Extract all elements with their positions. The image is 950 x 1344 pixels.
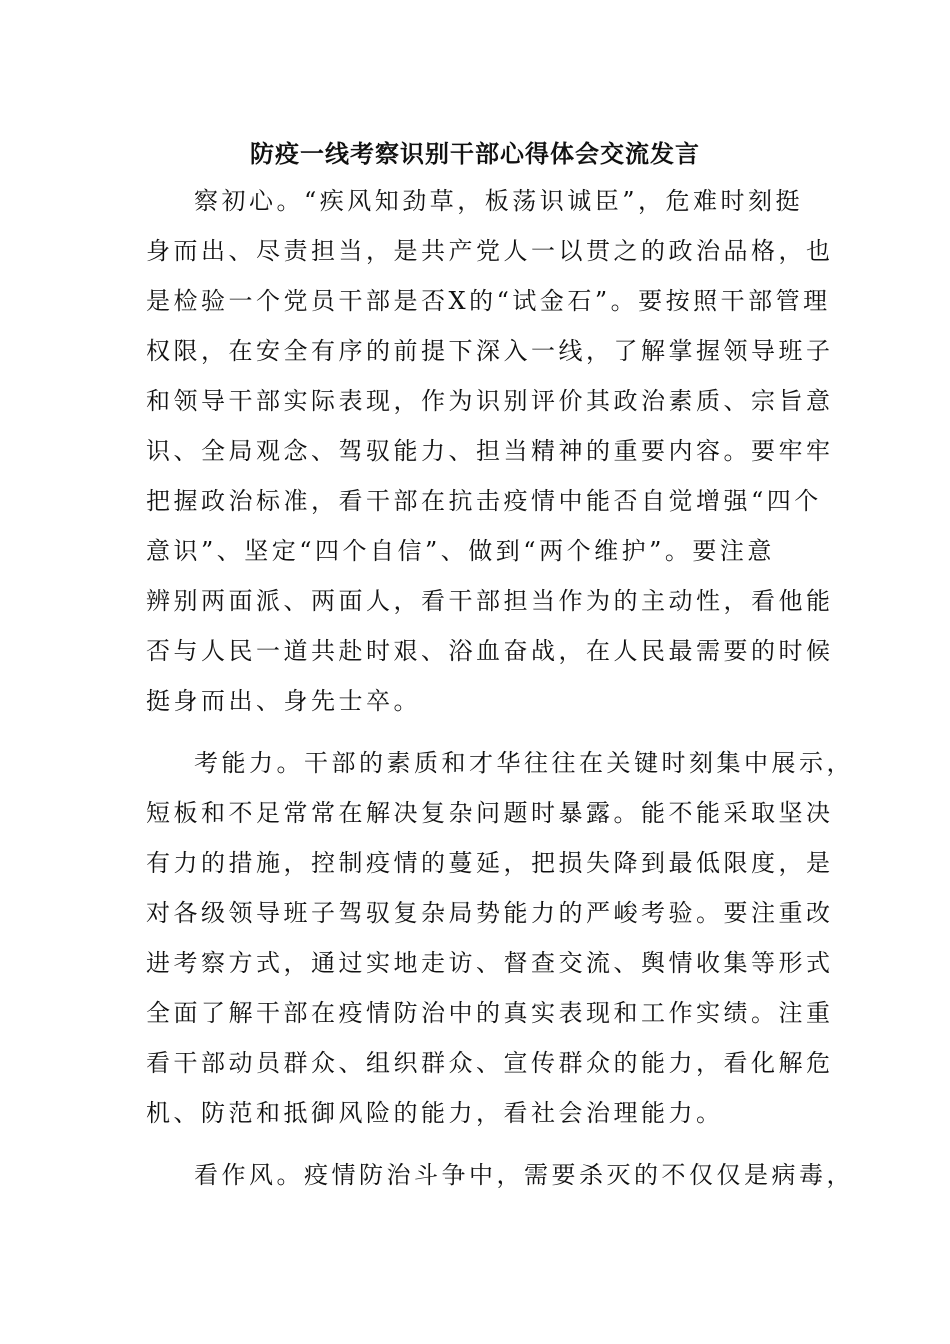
paragraph-line: 看干部动员群众、组织群众、宣传群众的能力，看化解危 [146, 1049, 834, 1077]
paragraph-line: 权限，在安全有序的前提下深入一线，了解掌握领导班子 [146, 337, 834, 365]
paragraph-line: 对各级领导班子驾驭复杂局势能力的严峻考验。要注重改 [146, 899, 834, 927]
paragraph-line: 意识”、坚定“四个自信”、做到“两个维护”。要注意 [146, 537, 775, 565]
paragraph-line: 是检验一个党员干部是否X的“试金石”。要按照干部管理 [146, 287, 831, 315]
paragraph-line: 有力的措施，控制疫情的蔓延，把损失降到最低限度，是 [146, 849, 834, 877]
paragraph-cha-chuxin [146, 176, 836, 726]
paragraph-kao-nengli [146, 738, 854, 1138]
paragraph-line: 身而出、尽责担当，是共产党人一以贯之的政治品格，也 [146, 237, 834, 265]
paragraph-line: 机、防范和抵御风险的能力，看社会治理能力。 [146, 1099, 724, 1127]
paragraph-spacer [146, 726, 836, 738]
paragraph-line: 识、全局观念、驾驭能力、担当精神的重要内容。要牢牢 [146, 437, 834, 465]
paragraph-line: 考能力。干部的素质和才华往往在关键时刻集中展示， [194, 749, 854, 777]
paragraph-line: 否与人民一道共赴时艰、浴血奋战，在人民最需要的时候 [146, 637, 834, 665]
paragraph-kan-zuofeng [146, 1150, 854, 1200]
document-title: 防疫一线考察识别干部心得体会交流发言 [250, 139, 700, 168]
paragraph-line: 挺身而出、身先士卒。 [146, 687, 421, 715]
paragraph-line: 进考察方式，通过实地走访、督查交流、舆情收集等形式 [146, 949, 834, 977]
document-body [146, 176, 854, 1200]
paragraph-line: 看作风。疫情防治斗争中，需要杀灭的不仅仅是病毒， [194, 1161, 854, 1189]
paragraph-line: 把握政治标准，看干部在抗击疫情中能否自觉增强“四个 [146, 487, 822, 515]
paragraph-line: 察初心。“疾风知劲草，板荡识诚臣”，危难时刻挺 [194, 187, 804, 215]
paragraph-line: 和领导干部实际表现，作为识别评价其政治素质、宗旨意 [146, 387, 834, 415]
paragraph-spacer [146, 1138, 836, 1150]
paragraph-line: 辨别两面派、两面人，看干部担当作为的主动性，看他能 [146, 587, 834, 615]
paragraph-line: 短板和不足常常在解决复杂问题时暴露。能不能采取坚决 [146, 799, 834, 827]
paragraph-line: 全面了解干部在疫情防治中的真实表现和工作实绩。注重 [146, 999, 834, 1027]
